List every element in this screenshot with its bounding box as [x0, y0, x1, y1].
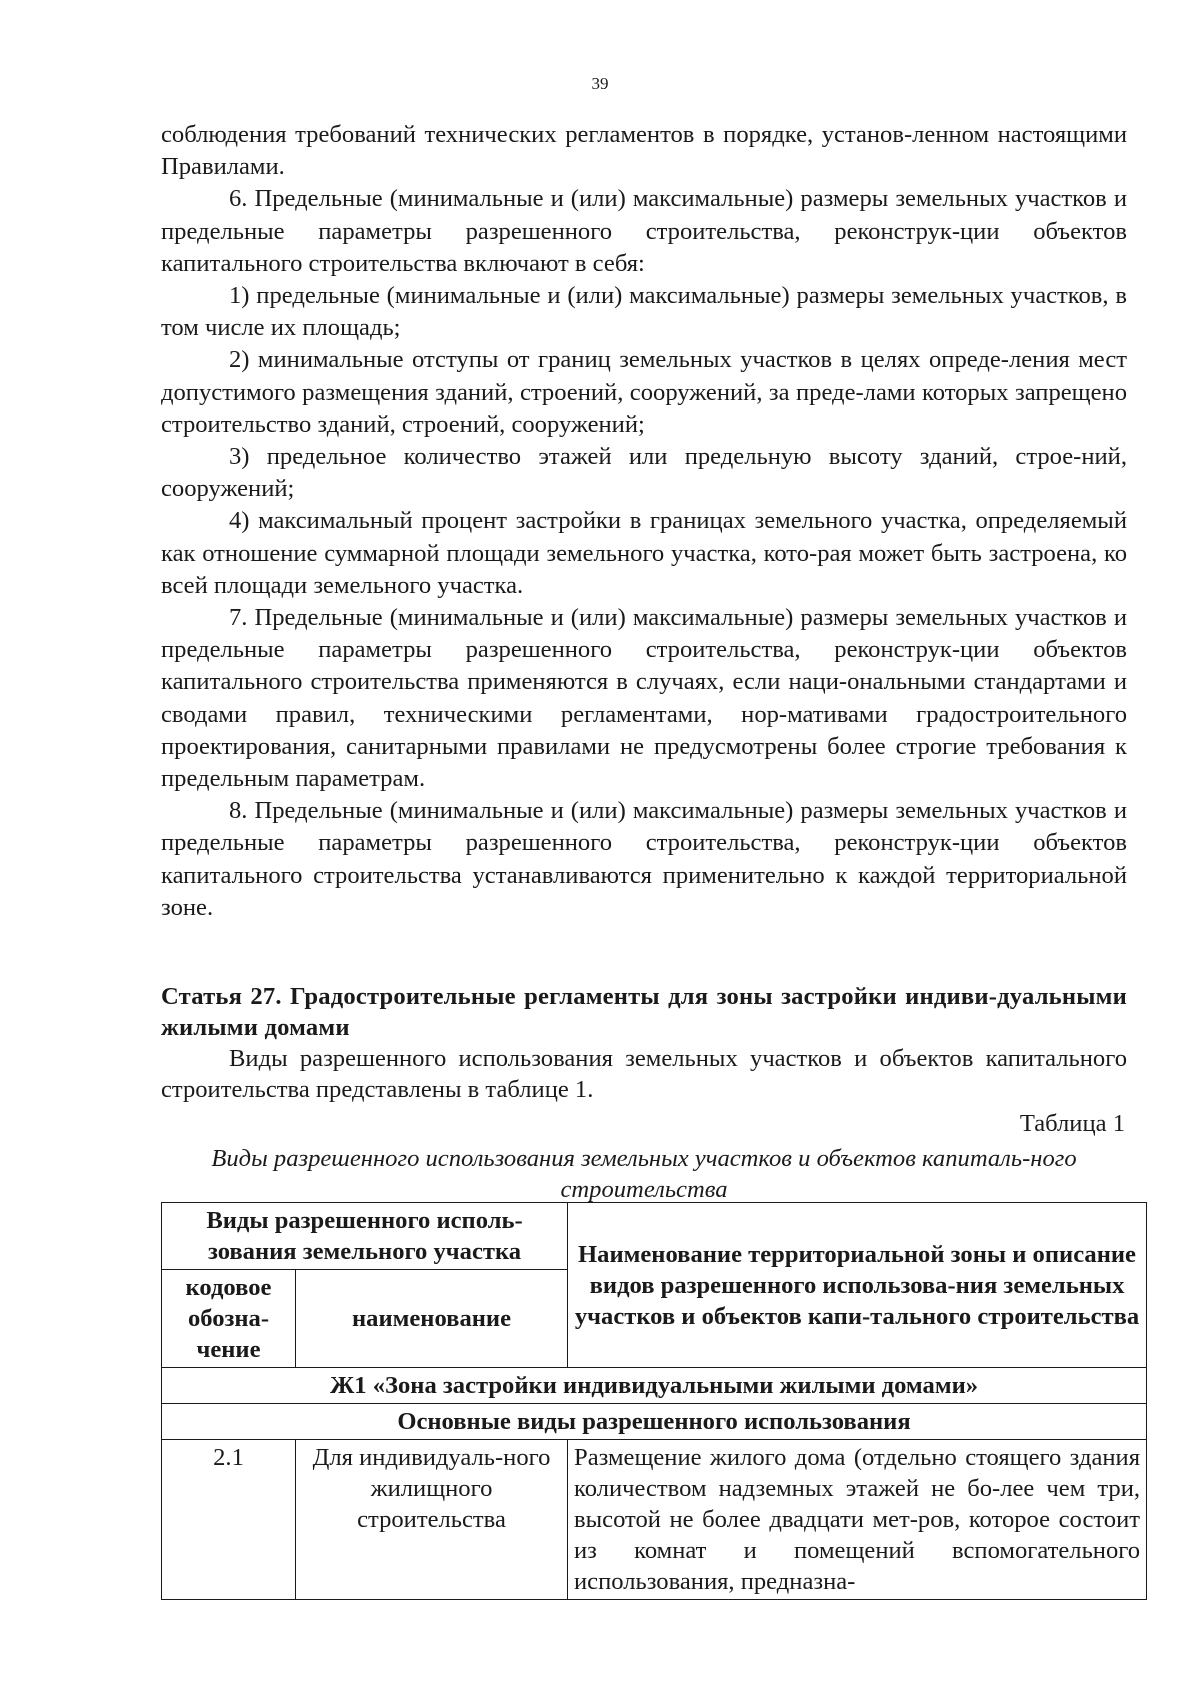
header-name-cell: наименование — [296, 1270, 568, 1368]
section-title: Основные виды разрешенного использования — [162, 1404, 1147, 1440]
paragraph: 1) предельные (минимальные и (или) максимальные) размеры земельных участков, в том числе их площадь; — [161, 282, 1127, 342]
article-intro: Виды разрешенного использования земельных участков и объектов капитального строительства представлены в таблице 1. — [161, 1045, 1127, 1103]
paragraph: 8. Предельные (минимальные и (или) максимальные) размеры земельных участков и предельные параметры разрешенного строительства, реконструк-ции объектов капитального строительства устанавливаются применительно к каждой территориальной зоне. — [161, 797, 1127, 921]
body-text — [161, 119, 1127, 924]
use-name: Для индивидуаль-ного жилищного строительства — [296, 1440, 568, 1600]
table-label: Таблица 1 — [1019, 1110, 1125, 1137]
section-row — [162, 1404, 1147, 1440]
paragraph: 4) максимальный процент застройки в границах земельного участка, определяемый как отношение суммарной площади земельного участка, кото-рая может быть застроена, ко всей площади земельного участка. — [161, 507, 1127, 599]
header-group-cell: Виды разрешенного исполь-зования земельного участка — [162, 1203, 568, 1270]
header-code-cell: кодовое обозна-чение — [162, 1270, 296, 1368]
article-section — [161, 981, 1127, 1105]
article-title: Статья 27. Градостроительные регламенты для зоны застройки индиви-дуальными жилыми домами — [161, 983, 1127, 1041]
zone-row — [162, 1368, 1147, 1404]
zone-title: Ж1 «Зона застройки индивидуальными жилыми домами» — [162, 1368, 1147, 1404]
use-description: Размещение жилого дома (отдельно стоящего здания количеством надземных этажей не бо-лее чем три, высотой не более двадцати мет-ров, которое состоит из комнат и помещений вспомогательного использования, предназна- — [568, 1440, 1147, 1600]
table-caption: Виды разрешенного использования земельных участков и объектов капиталь-ного строительства — [211, 1145, 1077, 1203]
paragraph: 3) предельное количество этажей или предельную высоту зданий, строе-ний, сооружений; — [161, 443, 1127, 503]
paragraph: 2) минимальные отступы от границ земельных участков в целях опреде-ления мест допустимого размещения зданий, строений, сооружений, за преде-лами которых запрещено строительство зданий, строений, сооружений; — [161, 346, 1127, 438]
permitted-use-table — [161, 1202, 1147, 1600]
paragraph: 6. Предельные (минимальные и (или) максимальные) размеры земельных участков и предельные параметры разрешенного строительства, реконструк-ции объектов капитального строительства включают в себя: — [161, 185, 1127, 277]
paragraph: 7. Предельные (минимальные и (или) максимальные) размеры земельных участков и предельные параметры разрешенного строительства, реконструк-ции объектов капитального строительства применяются в случаях, если наци-ональными стандартами и сводами правил, техническими регламентами, нор-мативами градостроительного проектирования, санитарными правилами не предусмотрены более строгие требования к предельным параметрам. — [161, 604, 1127, 793]
paragraph: соблюдения требований технических регламентов в порядке, установ-ленном настоящими Правилами. — [161, 121, 1127, 181]
table-row — [162, 1440, 1147, 1600]
use-code: 2.1 — [162, 1440, 296, 1600]
page-number: 39 — [591, 74, 609, 93]
header-zone-cell: Наименование территориальной зоны и описание видов разрешенного использова-ния земельных участков и объектов капи-тального строительства — [568, 1203, 1147, 1368]
table-header-row — [162, 1203, 1147, 1270]
